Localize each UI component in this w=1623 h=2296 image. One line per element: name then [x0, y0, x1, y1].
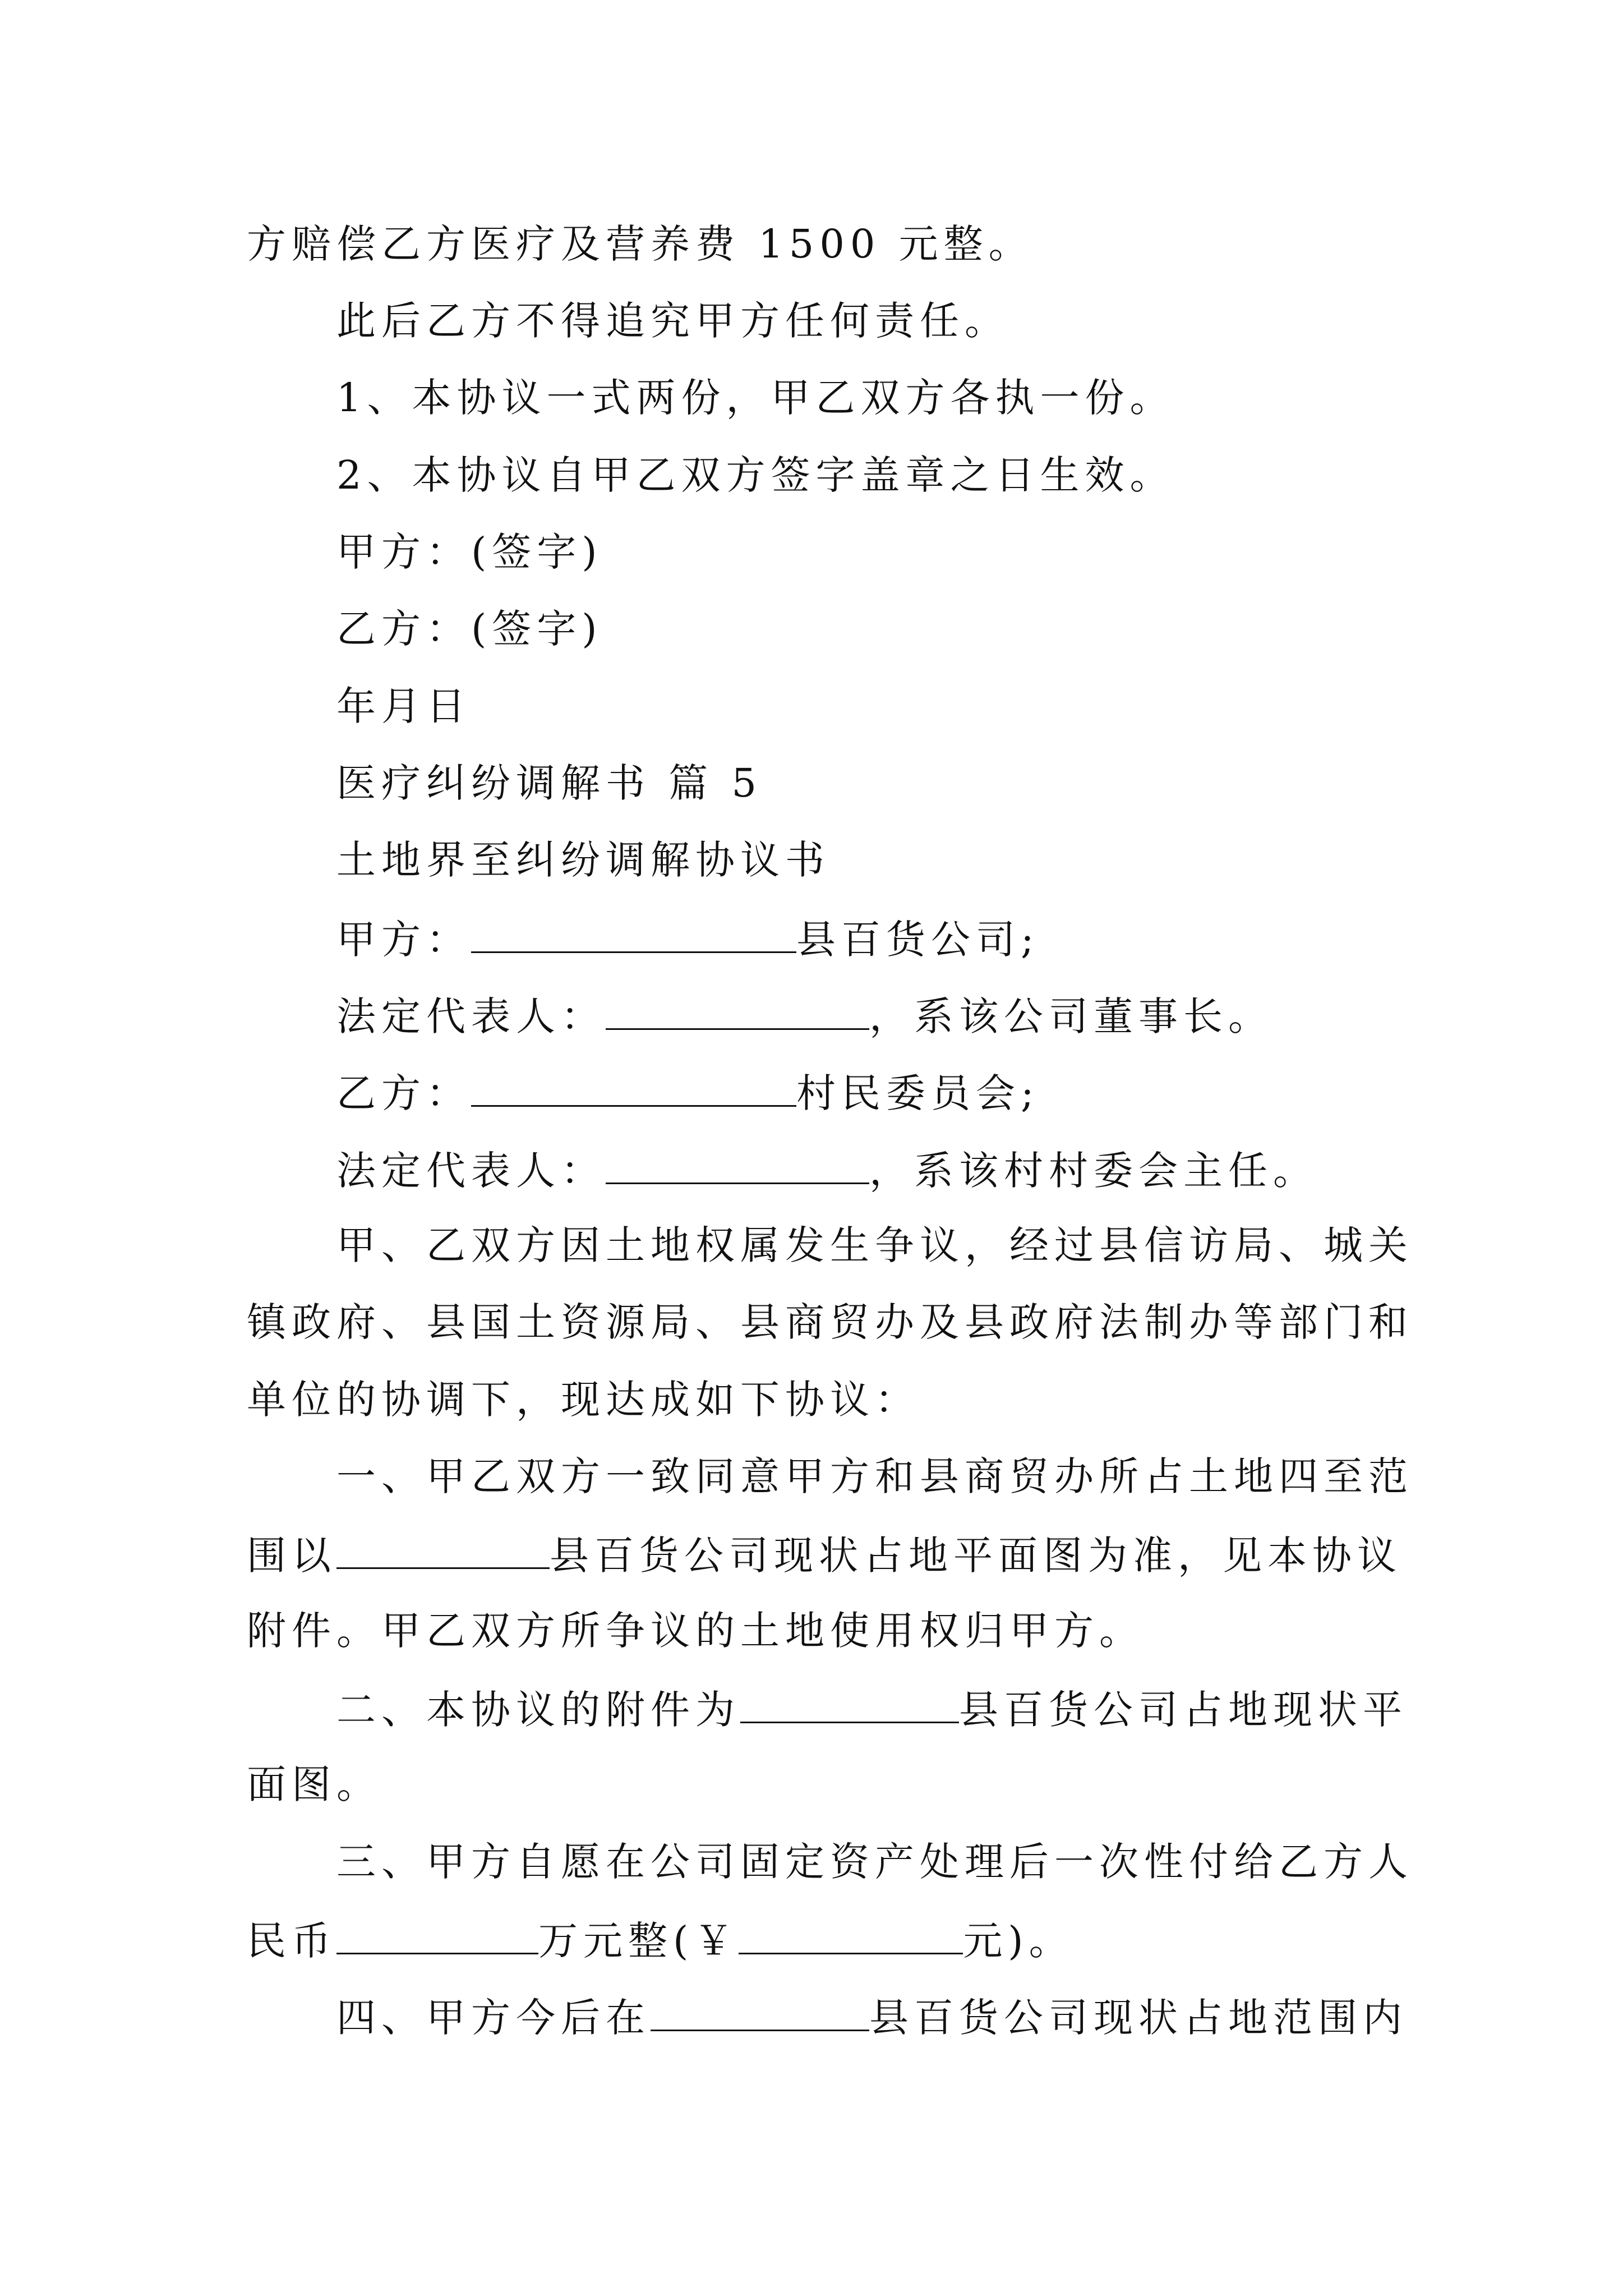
signature-line-party-b: 乙方：(签字) — [336, 606, 603, 652]
blank-field — [606, 1149, 869, 1184]
paragraph-line: 单位的协调下，现达成如下协议： — [247, 1377, 920, 1423]
signature-line-party-a: 甲方：(签字) — [336, 529, 603, 575]
blank-field — [471, 1071, 796, 1107]
blank-field — [739, 1919, 963, 1954]
paragraph-line: 附件。甲乙双方所争议的土地使用权归甲方。 — [247, 1608, 1144, 1654]
paragraph-line: 三、甲方自愿在公司固定资产处理后一次性付给乙方人 — [336, 1839, 1413, 1885]
party-a-label: 甲方： — [336, 917, 471, 963]
paragraph-line — [336, 1687, 1408, 1733]
text-fragment: 县百货公司现状占地范围内 — [869, 1995, 1408, 2041]
text-fragment: 二、本协议的附件为 — [336, 1687, 740, 1733]
text-line: 此后乙方不得追究甲方任何责任。 — [336, 298, 1009, 344]
party-b-label: 乙方： — [336, 1070, 471, 1116]
party-a-suffix: 县百货公司; — [796, 917, 1040, 963]
paragraph-line: 一、甲乙双方一致同意甲方和县商贸办所占土地四至范 — [336, 1453, 1413, 1499]
text-fragment: 县百货公司占地现状平 — [959, 1687, 1408, 1733]
text-line: 方赔偿乙方医疗及营养费 1500 元整。 — [247, 221, 1034, 267]
text-fragment: 万元整(￥ — [538, 1918, 739, 1964]
legal-rep-a-line — [336, 993, 1273, 1039]
text-fragment: 县百货公司现状占地平面图为准，见本协议 — [550, 1533, 1402, 1579]
blank-field — [336, 1919, 538, 1954]
text-fragment: 民币 — [247, 1918, 336, 1964]
text-fragment: 四、甲方今后在 — [336, 1995, 651, 2041]
paragraph-line: 甲、乙双方因土地权属发生争议，经过县信访局、城关 — [336, 1222, 1413, 1268]
legal-rep-suffix: ，系该村村委会主任。 — [869, 1148, 1318, 1194]
paragraph-line — [247, 1918, 1074, 1964]
blank-field — [471, 918, 796, 953]
text-fragment: 围以 — [247, 1533, 336, 1579]
text-line: 2、本协议自甲乙双方签字盖章之日生效。 — [336, 452, 1175, 498]
text-line: 1、本协议一式两份，甲乙双方各执一份。 — [336, 375, 1175, 421]
paragraph-line — [247, 1533, 1402, 1579]
party-b-line — [336, 1070, 1040, 1116]
blank-field — [651, 1996, 869, 2031]
paragraph-line: 面图。 — [247, 1761, 381, 1807]
section-heading: 医疗纠纷调解书 篇 5 — [336, 760, 763, 806]
blank-field — [336, 1534, 550, 1569]
document-title: 土地界至纠纷调解协议书 — [336, 837, 830, 883]
legal-rep-label: 法定代表人： — [336, 993, 606, 1039]
paragraph-line — [336, 1995, 1408, 2041]
party-a-line — [336, 917, 1040, 963]
blank-field — [606, 995, 869, 1030]
legal-rep-suffix: ，系该公司董事长。 — [869, 993, 1273, 1039]
legal-rep-label: 法定代表人： — [336, 1148, 606, 1194]
date-line: 年月日 — [336, 683, 471, 729]
blank-field — [740, 1688, 959, 1723]
paragraph-line: 镇政府、县国土资源局、县商贸办及县政府法制办等部门和 — [247, 1299, 1413, 1345]
legal-rep-b-line — [336, 1148, 1318, 1194]
text-fragment: 元)。 — [963, 1918, 1074, 1964]
party-b-suffix: 村民委员会; — [796, 1070, 1040, 1116]
